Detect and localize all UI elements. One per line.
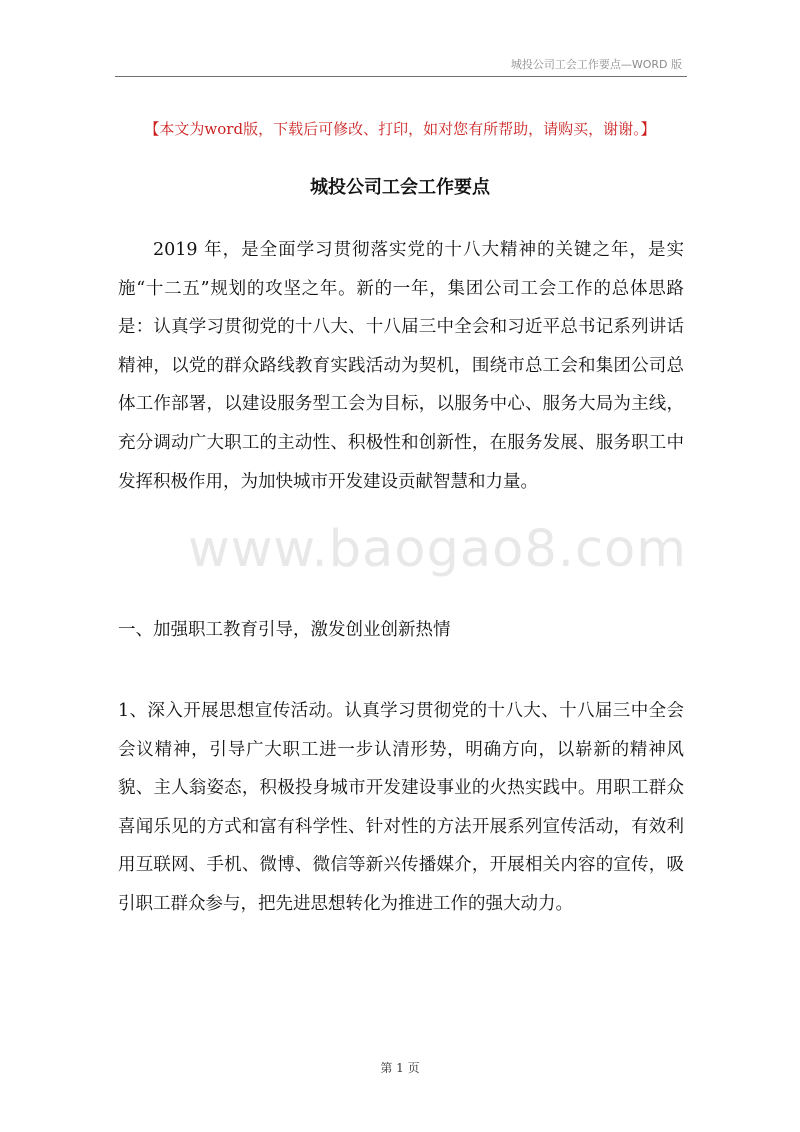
purchase-notice: 【本文为word版，下载后可修改、打印，如对您有所帮助，请购买，谢谢。】 (144, 120, 656, 138)
document-title: 城投公司工会工作要点 (310, 177, 490, 198)
intro-paragraph: 2019 年，是全面学习贯彻落实党的十八大精神的关键之年，是实施“十二五”规划的攻坚之年。新的一年，集团公司工会工作的总体思路是：认真学习贯彻党的十八大、十八届三中全会和习近平总书记系列讲话精神，以党的群众路线教育实践活动为契机，围绕市总工会和集团公司总体工作部署，以建设服务型工会为目标，以服务中心、服务大局为主线，充分调动广大职工的主动性、积极性和创新性，在服务发展、服务职工中发挥积极作用，为加快城市开发建设贡献智慧和力量。 (118, 240, 684, 492)
watermark: www.baogao8.com (188, 520, 687, 579)
header-divider (115, 76, 687, 77)
page-number: 第 1 页 (380, 1061, 420, 1075)
running-header: 城投公司工会工作要点—WORD 版 (510, 58, 682, 71)
section-item-paragraph: 1、深入开展思想宣传活动。认真学习贯彻党的十八大、十八届三中全会会议精神，引导广大职工进一步认清形势，明确方向，以崭新的精神风貌、主人翁姿态，积极投身城市开发建设事业的火热实践中。用职工群众喜闻乐见的方式和富有科学性、针对性的方法开展系列宣传活动，有效利用互联网、手机、微博、微信等新兴传播媒介，开展相关内容的宣传，吸引职工群众参与，把先进思想转化为推进工作的强大动力。 (118, 701, 684, 914)
section-heading: 一、加强职工教育引导，激发创业创新热情 (118, 620, 451, 640)
